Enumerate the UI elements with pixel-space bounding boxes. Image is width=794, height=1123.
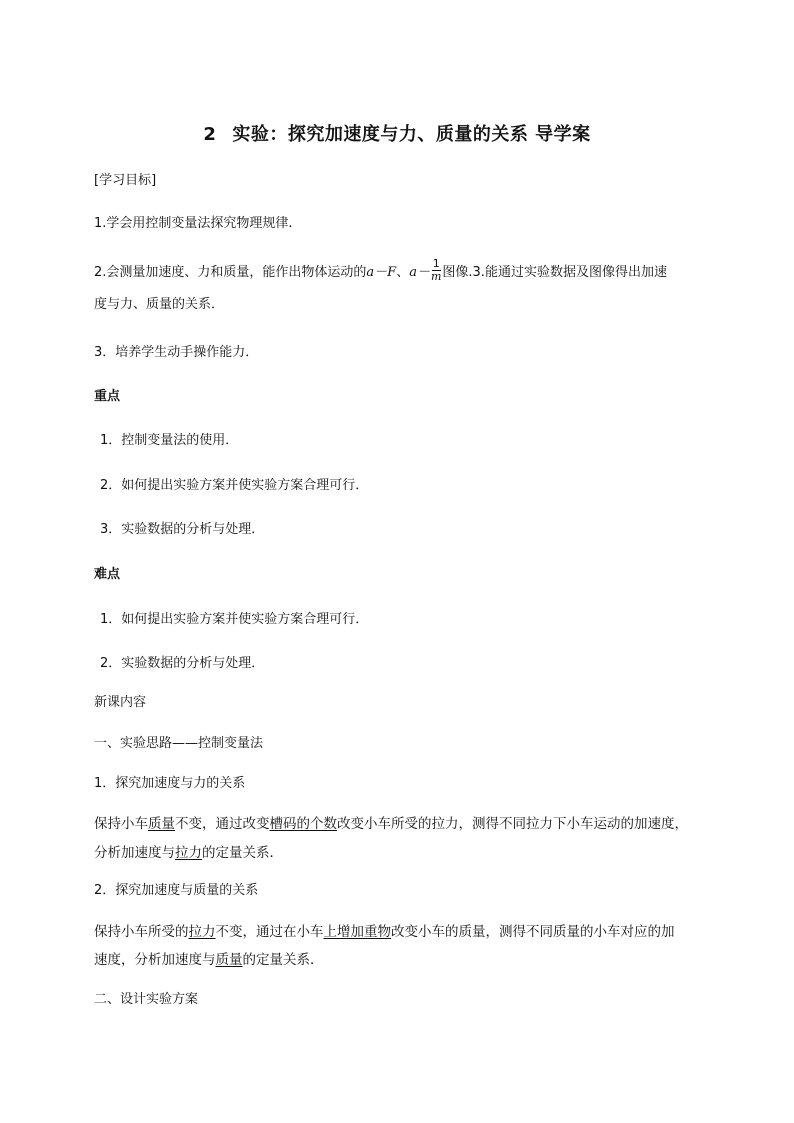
p2-text-a: 保持小车所受的 — [94, 924, 189, 940]
objective-item-3: 3．培养学生动手操作能力． — [94, 345, 259, 360]
subsection-1-heading: 1．探究加速度与力的关系 — [94, 776, 246, 791]
title-number: 2 — [203, 124, 217, 145]
key-point-item-3: 3．实验数据的分析与处理． — [100, 522, 265, 537]
paragraph-1-line-1 — [94, 815, 688, 833]
p2-text-c: 不变，通过在小车 — [215, 924, 324, 940]
difficulty-item-1: 1．如何提出实验方案并使实验方案合理可行． — [100, 612, 369, 627]
subsection-2-heading: 2．探究加速度与质量的关系 — [94, 883, 259, 898]
key-points-heading: 重点 — [94, 389, 121, 404]
p1-text-e: 改变小车所受的拉力，测得不同拉力下小车运动的加速度， — [337, 816, 688, 832]
p2-text-f: 速度，分析加速度与 — [94, 952, 216, 968]
content-heading: 新课内容 — [94, 695, 147, 710]
p2-underline-add-weight: 上增加重物 — [323, 924, 391, 940]
objective-item-1: 1.学会用控制变量法探究物理规律. — [94, 216, 293, 231]
objective-item-2-line-2: 度与力、质量的关系． — [94, 297, 225, 312]
p1-underline-hook-count: 槽码的个数 — [269, 816, 337, 832]
objective-item-2-tail: 图像.3.能通过实验数据及图像得出加速 — [442, 265, 667, 280]
separator: 、 — [396, 265, 410, 280]
math-a-f: a－F — [366, 265, 397, 280]
key-point-item-2: 2．如何提出实验方案并使实验方案合理可行． — [100, 478, 369, 493]
title-text: 实验：探究加速度与力、质量的关系 导学案 — [232, 124, 591, 145]
objectives-heading: [学习目标] — [94, 173, 157, 188]
fraction-one-over-m — [431, 258, 441, 283]
p1-text-f: 分析加速度与 — [94, 845, 175, 861]
p1-text-h: 的定量关系． — [202, 845, 283, 861]
math-a-minus: a－ — [409, 265, 430, 280]
paragraph-2-line-2 — [94, 951, 324, 969]
objective-item-2 — [94, 257, 667, 285]
p1-underline-mass: 质量 — [148, 816, 175, 832]
p2-text-e: 改变小车的质量，测得不同质量的小车对应的加 — [391, 924, 675, 940]
p1-underline-force: 拉力 — [175, 845, 202, 861]
paragraph-1-line-2 — [94, 844, 283, 862]
p2-text-h: 的定量关系． — [242, 952, 324, 968]
key-point-item-1: 1．控制变量法的使用． — [100, 433, 239, 448]
paragraph-2-line-1 — [94, 923, 675, 941]
difficulty-item-2: 2．实验数据的分析与处理． — [100, 656, 265, 671]
section-2-heading: 二、设计实验方案 — [94, 992, 199, 1007]
p2-underline-force: 拉力 — [188, 924, 216, 940]
p1-text-c: 不变，通过改变 — [175, 816, 270, 832]
section-1-heading: 一、实验思路——控制变量法 — [94, 736, 264, 751]
p2-underline-mass: 质量 — [215, 952, 243, 968]
fraction-numerator: 1 — [432, 257, 440, 270]
page-title — [0, 122, 794, 148]
fraction-denominator: m — [430, 270, 442, 283]
objective-item-2-text: 2.会测量加速度、力和质量，能作出物体运动的 — [94, 265, 367, 280]
p1-text-a: 保持小车 — [94, 816, 148, 832]
difficulties-heading: 难点 — [94, 567, 121, 582]
